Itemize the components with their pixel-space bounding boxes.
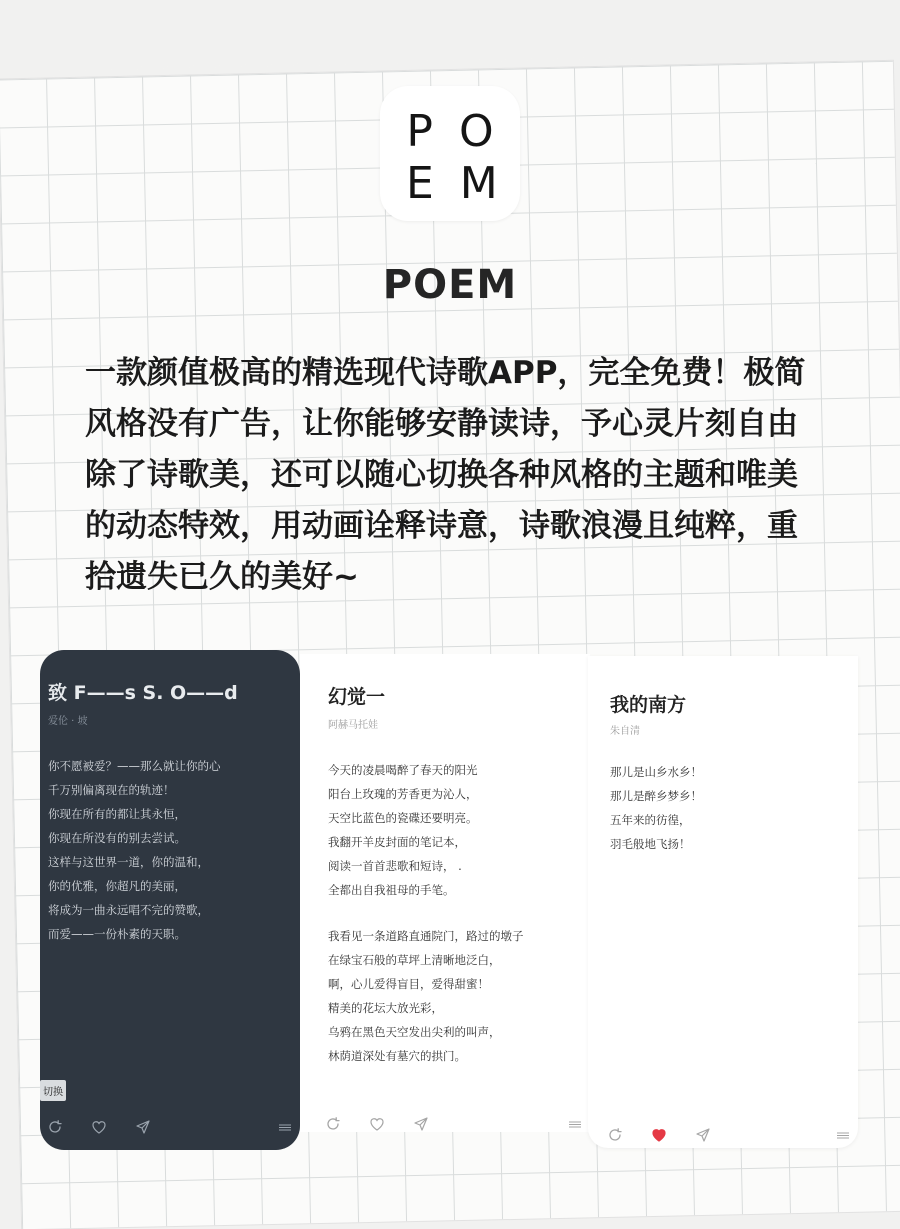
poem-line: 羽毛般地飞扬！ — [610, 837, 691, 851]
poem-line: 今天的凌晨喝醉了春天的阳光 — [328, 763, 478, 777]
poem-line: 你的优雅，你超凡的美丽， — [48, 879, 186, 893]
poem-line: 林荫道深处有墓穴的拱门。 — [328, 1049, 466, 1063]
heart-icon[interactable] — [368, 1115, 386, 1132]
poem-toolbar — [40, 1118, 300, 1138]
poem-title: 幻觉一 — [328, 686, 386, 708]
phone-screenshot-light — [300, 654, 590, 1132]
poem-line: 你现在所没有的别去尝试。 — [48, 831, 186, 845]
poem-line: 千万别偏离现在的轨迹！ — [48, 783, 175, 797]
poem-author: 爱伦 · 坡 — [48, 716, 88, 727]
app-description: 一款颜值极高的精选现代诗歌APP，完全免费！极简风格没有广告，让你能够安静读诗，予心灵片刻自由除了诗歌美，还可以随心切换各种风格的主题和唯美的动态特效，用动画诠释诗意，诗歌浪漫且纯粹，重拾遗失已久的美好~ — [85, 355, 806, 595]
refresh-icon[interactable] — [606, 1126, 624, 1144]
poem-author: 朱自清 — [610, 726, 640, 737]
switch-tooltip: 切换 — [40, 1080, 66, 1101]
refresh-icon[interactable] — [46, 1118, 64, 1136]
refresh-icon[interactable] — [324, 1115, 342, 1132]
app-logo — [380, 86, 524, 221]
poem-line: 这样与这世界一道，你的温和， — [48, 855, 209, 869]
poem-line: 我看见一条道路直通院门，路过的墩子 — [328, 929, 524, 943]
poem-body — [610, 760, 702, 856]
poem-line: 那儿是醉乡梦乡！ — [610, 789, 702, 803]
poem-line: 你不愿被爱？——那么就让你的心 — [48, 759, 221, 773]
poem-line: 乌鸦在黑色天空发出尖利的叫声， — [328, 1025, 501, 1039]
menu-icon[interactable] — [276, 1118, 294, 1136]
poem-line: 在绿宝石般的草坪上清晰地泛白， — [328, 953, 501, 967]
poem-line: 全都出自我祖母的手笔。 — [328, 883, 455, 897]
heart-icon[interactable] — [90, 1118, 108, 1136]
phone-screenshot-liked — [588, 656, 858, 1148]
menu-icon[interactable] — [834, 1126, 852, 1144]
send-icon[interactable] — [694, 1126, 712, 1144]
menu-icon[interactable] — [566, 1115, 584, 1132]
poem-line: 那儿是山乡水乡！ — [610, 765, 702, 779]
logo-line-1: PO — [406, 106, 520, 157]
poem-line: 啊，心儿爱得盲目，爱得甜蜜！ — [328, 977, 489, 991]
send-icon[interactable] — [134, 1118, 152, 1136]
poem-toolbar — [300, 1115, 590, 1132]
poem-author: 阿赫马托娃 — [328, 720, 378, 731]
poem-line — [328, 902, 524, 924]
poem-line: 将成为一曲永远唱不完的赞歌， — [48, 903, 209, 917]
poem-line: 你现在所有的都让其永恒， — [48, 807, 186, 821]
app-title: POEM — [382, 262, 518, 308]
send-icon[interactable] — [412, 1115, 430, 1132]
poem-line: 阅读一首首悲歌和短诗， . — [328, 859, 462, 873]
heart-icon[interactable] — [650, 1126, 668, 1144]
poem-title: 我的南方 — [610, 694, 687, 716]
poem-line: 我翻开羊皮封面的笔记本， — [328, 835, 466, 849]
poem-line: 而爱——一份朴素的天职。 — [48, 927, 186, 941]
poem-line: 天空比蓝色的瓷碟还要明亮。 — [328, 811, 478, 825]
logo-line-2: EM — [406, 158, 524, 209]
poem-toolbar — [588, 1126, 858, 1146]
poem-line: 五年来的彷徨， — [610, 813, 691, 827]
poem-line: 阳台上玫瑰的芳香更为沁人， — [328, 787, 478, 801]
poem-line: 精美的花坛大放光彩， — [328, 1001, 443, 1015]
poem-body — [328, 758, 524, 1068]
phone-screenshot-dark — [40, 650, 300, 1150]
poem-body — [48, 754, 221, 946]
poem-title: 致 F——s S. O——d — [48, 682, 238, 704]
